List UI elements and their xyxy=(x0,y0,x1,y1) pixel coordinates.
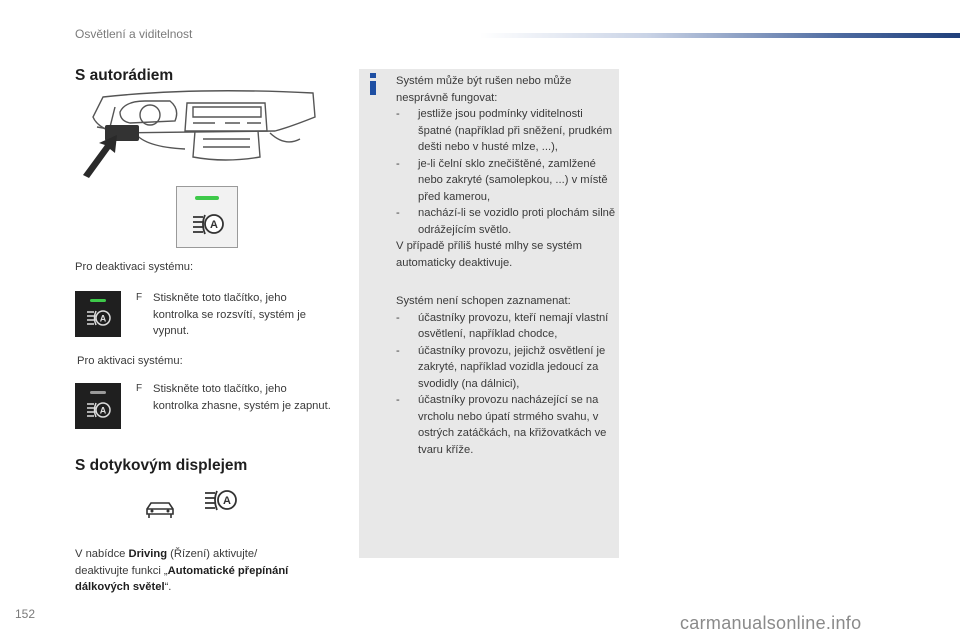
button-closeup xyxy=(176,186,238,248)
dash: - xyxy=(396,344,400,357)
text-part: (Řízení) aktivujte/ xyxy=(167,548,258,560)
info-item-text: nachází-li se vozidlo proti plochám silně odrážejícím světlo. xyxy=(418,207,616,236)
info-intro: Systém může být rušen nebo může nesprávně fungovat: xyxy=(396,75,572,104)
auto-high-beam-icon xyxy=(191,212,225,236)
dash: - xyxy=(396,157,400,170)
text-part: deaktivujte funkci „ xyxy=(75,564,168,577)
header-bar xyxy=(480,33,960,38)
info-list-item xyxy=(396,156,618,206)
svg-text:A: A xyxy=(99,313,107,324)
limits-intro: Systém není schopen zaznamenat: xyxy=(396,295,571,307)
info-icon xyxy=(367,73,379,95)
limits-item-text: účastníky provozu, kteří nemají vlastní osvětlení, například chodce, xyxy=(418,311,609,340)
section-header: Osvětlení a viditelnost xyxy=(75,27,193,41)
fog-note: V případě příliš husté mlhy se systém automaticky deaktivuje. xyxy=(396,240,582,269)
info-list-item xyxy=(396,205,618,238)
button-activate[interactable] xyxy=(75,383,121,429)
indicator-led-off xyxy=(90,391,106,394)
svg-text:A: A xyxy=(99,405,107,416)
auto-high-beam-icon xyxy=(86,401,112,419)
info-list-item xyxy=(396,106,618,156)
text-part: V nabídce xyxy=(75,548,129,560)
dash: - xyxy=(396,394,400,406)
menu-name-driving: Driving xyxy=(128,548,168,560)
limits-item-text: účastníky provozu nacházející se na vrcholu nebo úpatí strmého svahu, v ostrých zatáčkách, na křižovatkách ve tvaru kříže. xyxy=(418,394,607,456)
svg-text:A: A xyxy=(210,219,218,231)
heading-touchscreen: S dotykovým displejem xyxy=(75,457,248,474)
activate-step: Stiskněte toto tlačítko, jeho kontrolka zhasne, systém je zapnut. xyxy=(153,383,331,412)
page-number: 152 xyxy=(15,607,36,621)
svg-text:A: A xyxy=(223,495,231,507)
deactivate-intro: Pro deaktivaci systému: xyxy=(75,261,194,273)
bullet-marker: F xyxy=(136,383,143,394)
heading-radio: S autorádiem xyxy=(75,67,174,84)
info-item-text: jestliže jsou podmínky viditelnosti špatné (například při sněžení, prudkém dešti nebo v husté mlze, ...), xyxy=(418,108,613,153)
function-name-part2: dálkových světel xyxy=(75,581,165,593)
indicator-led-on xyxy=(90,299,106,302)
limits-list-item xyxy=(396,310,618,343)
indicator-led xyxy=(195,196,219,200)
touchscreen-instructions xyxy=(75,546,335,596)
text-part: “. xyxy=(164,581,172,593)
activate-intro: Pro aktivaci systému: xyxy=(77,355,183,367)
info-item-text: je-li čelní sklo znečištěné, zamlžené nebo zakryté (samolepkou, ...) v místě před kamerou, xyxy=(418,157,608,203)
dash: - xyxy=(396,108,400,120)
limits-list-item xyxy=(396,343,618,393)
dash: - xyxy=(396,207,400,219)
watermark: carmanualsonline.info xyxy=(680,613,862,633)
dash: - xyxy=(396,311,400,324)
function-name-part1: Automatické přepínání xyxy=(167,564,289,577)
info-content xyxy=(396,73,618,458)
dashboard-illustration xyxy=(75,87,320,179)
deactivate-step: Stiskněte toto tlačítko, jeho kontrolka se rozsvítí, systém je vypnut. xyxy=(153,292,306,337)
button-deactivate[interactable] xyxy=(75,291,121,337)
limits-list-item xyxy=(396,392,618,458)
auto-high-beam-icon[interactable] xyxy=(203,488,239,514)
car-icon xyxy=(143,498,177,522)
auto-high-beam-icon xyxy=(86,309,112,327)
limits-item-text: účastníky provozu, jejichž osvětlení je zakryté, například vozidla jedoucí za svodidly (na dálnici), xyxy=(418,344,606,390)
bullet-marker: F xyxy=(136,292,143,303)
